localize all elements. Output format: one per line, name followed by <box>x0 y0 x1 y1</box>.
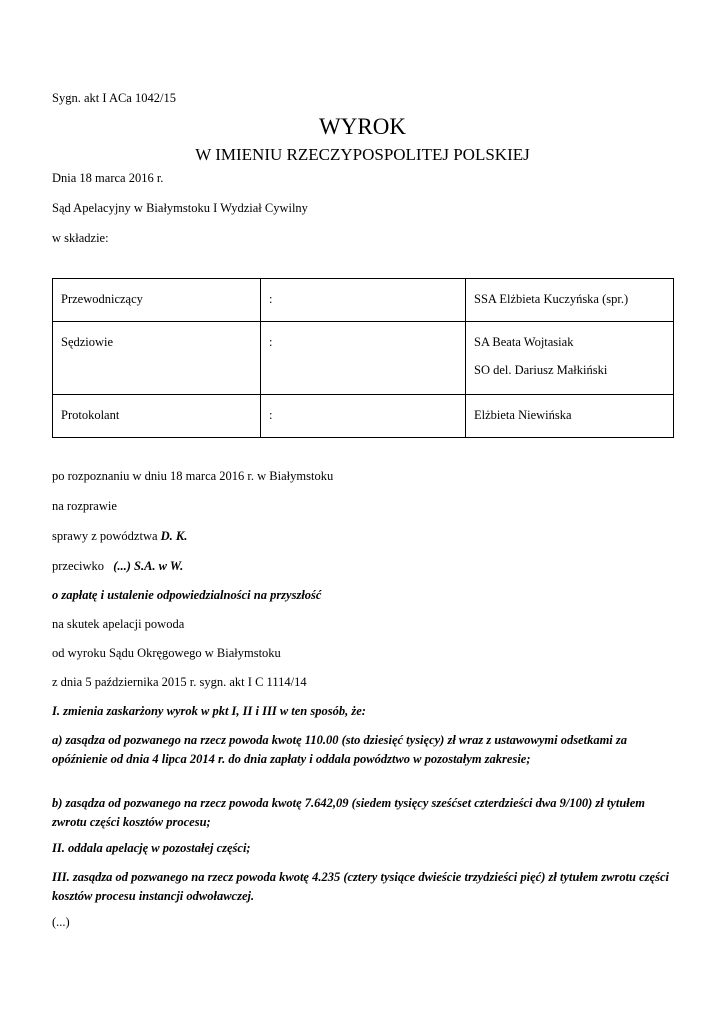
composition-label: w składzie: <box>52 231 109 245</box>
hearing-line: po rozpoznaniu w dniu 18 marca 2016 r. w Białymstoku <box>52 469 334 483</box>
ruling-point-3: III. zasądza od pozwanego na rzecz powoda kwotę 4.235 (cztery tysiące dwieście trzydzieści pięć) zł tytułem zwrotu części kosztów procesu instancji odwoławczej. <box>52 870 669 903</box>
defendant-line <box>52 559 183 574</box>
member-name: SO del. Dariusz Małkiński <box>474 363 608 377</box>
separator-cell <box>261 279 466 322</box>
names-cell <box>466 395 674 438</box>
document-subtitle: W IMIENIU RZECZYPOSPOLITEJ POLSKIEJ <box>195 145 530 164</box>
defendant-prefix: przeciwko <box>52 559 108 573</box>
separator: : <box>269 408 273 422</box>
member-name: Elżbieta Niewińska <box>474 408 572 422</box>
role-label: Sędziowie <box>61 335 114 349</box>
names-cell <box>466 322 674 395</box>
ruling-point-2: II. oddala apelację w pozostałej części; <box>52 841 251 855</box>
separator-cell <box>261 395 466 438</box>
table-row <box>53 279 674 322</box>
member-name: SA Beata Wojtasiak <box>474 335 574 349</box>
judgment-of-line: od wyroku Sądu Okręgowego w Białymstoku <box>52 646 281 660</box>
table-row <box>53 395 674 438</box>
court-name: Sąd Apelacyjny w Białymstoku I Wydział Cywilny <box>52 201 308 215</box>
separator: : <box>269 335 273 349</box>
role-label: Protokolant <box>61 408 120 422</box>
appeal-line: na skutek apelacji powoda <box>52 617 185 631</box>
case-subject: o zapłatę i ustalenie odpowiedzialności na przyszłość <box>52 588 322 602</box>
hearing-type: na rozprawie <box>52 499 117 513</box>
member-name: SSA Elżbieta Kuczyńska (spr.) <box>474 292 629 306</box>
case-reference: Sygn. akt I ACa 1042/15 <box>52 91 176 105</box>
names-cell <box>466 279 674 322</box>
role-cell <box>53 322 261 395</box>
table-row <box>53 322 674 395</box>
role-label: Przewodniczący <box>61 292 143 306</box>
document-title: WYROK <box>319 114 406 139</box>
plaintiff-line <box>52 529 187 544</box>
defendant-name: (...) S.A. w W. <box>113 559 184 573</box>
plaintiff-name: D. K. <box>160 529 188 543</box>
separator: : <box>269 292 273 306</box>
ellipsis: (...) <box>52 915 70 929</box>
ruling-point-1a: a) zasądza od pozwanego na rzecz powoda kwotę 110.00 (sto dziesięć tysięcy) zł wraz z ustawowymi odsetkami za opóźnienie od dnia 4 lipca 2014 r. do dnia zapłaty i oddala powództwo w pozostałym zakresie; <box>52 733 628 766</box>
bench-composition-table <box>52 278 674 438</box>
judgment-date: Dnia 18 marca 2016 r. <box>52 171 164 185</box>
ruling-point-1: I. zmienia zaskarżony wyrok w pkt I, II i III w ten sposób, że: <box>52 704 366 718</box>
plaintiff-prefix: sprawy z powództwa <box>52 529 161 543</box>
role-cell <box>53 279 261 322</box>
ruling-point-1b: b) zasądza od pozwanego na rzecz powoda kwotę 7.642,09 (siedem tysięcy sześćset czterdzieści dwa 9/100) zł tytułem zwrotu części kosztów procesu; <box>52 796 646 829</box>
judgment-date-line: z dnia 5 października 2015 r. sygn. akt I C 1114/14 <box>52 675 307 689</box>
separator-cell <box>261 322 466 395</box>
role-cell <box>53 395 261 438</box>
